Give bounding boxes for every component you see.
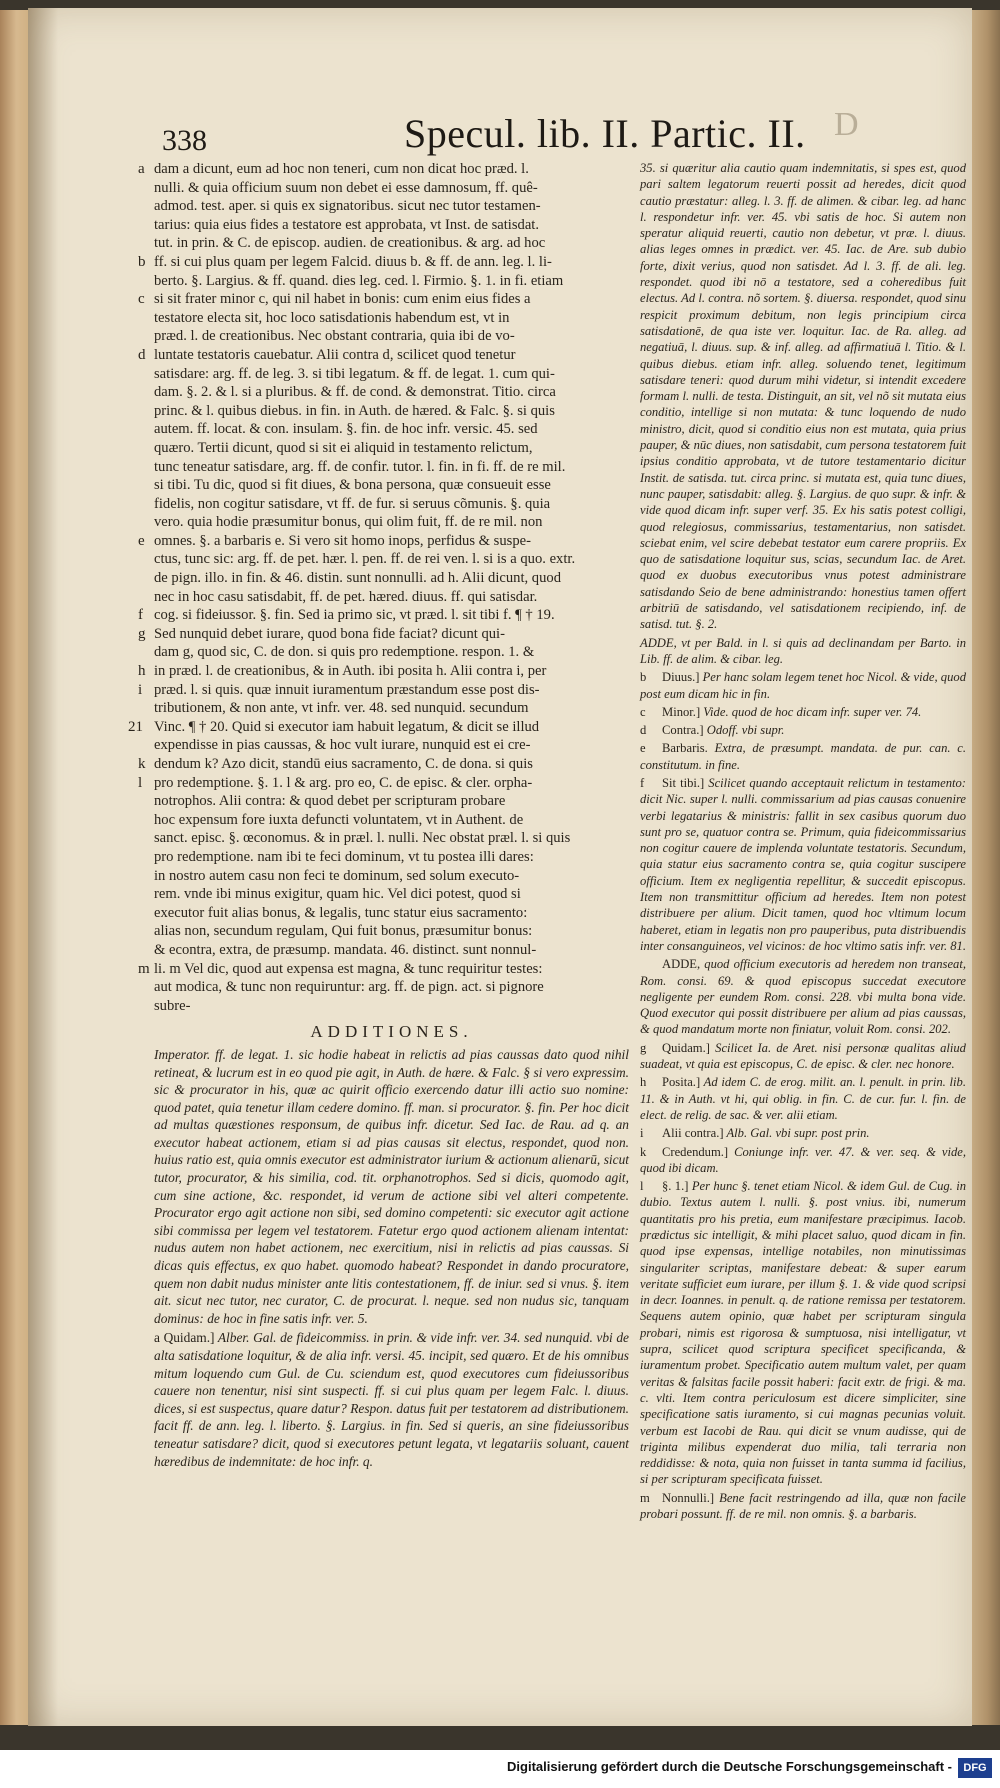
text-line: si tibi. Tu dic, quod si fit diues, & bona persona, quæ consueuit esse <box>154 477 551 494</box>
text-line: Sed nunquid debet iurare, quod bona fide faciat? dicunt qui- <box>154 625 505 642</box>
text-line: ctus, tunc sic: arg. ff. de pet. hær. l. pen. ff. de rei ven. l. si is a quo. extr. <box>154 551 576 568</box>
note-text: quod officium executoris ad heredem non transeat, Rom. consi. 69. & quod episcopus succedat executore negligente per eundem Rom. consi. 228. vbi multa bona vide. Quod executor qui possit distribuere per alium ad pias caussas, & quod mandatum morte non finiatur, voluit Rom. consi. 202. <box>640 957 966 1037</box>
note-text: Scilicet Ia. de Aret. nisi personæ qualitas aliud suadeat, vt quia est episcopus, C. de episc. & cler. nec honore. <box>640 1040 966 1072</box>
book-right-edge <box>968 10 1000 1725</box>
text-line: aut modica, & tunc non requiruntur: arg. ff. de pign. act. si pignore <box>154 979 544 996</box>
text-line: admod. test. aper. si quis ex signatoribus. sicut nec tutor testamen- <box>154 198 541 215</box>
text-line: dam g, quod sic, C. de don. si quis pro redemptione. respon. 1. & <box>154 644 535 661</box>
note-lemma: Alii contra.] <box>662 1126 724 1141</box>
text-line: tunc teneatur satisdare, arg. ff. de confir. tutor. l. fin. in fi. ff. de re mil. <box>154 458 566 475</box>
adde-note: ADDE, vt per Bald. in l. si quis ad declinandam per Barto. in Lib. ff. de alim. & cibar. leg. <box>640 635 966 666</box>
note-text: Odoff. vbi supr. <box>706 723 785 738</box>
note-lemma: Barbaris. <box>662 741 708 756</box>
text-line: luntate testatoris cauebatur. Alii contra d, scilicet quod tenetur <box>154 346 516 363</box>
note-marker: h <box>640 1075 647 1090</box>
text-line: omnes. §. a barbaris e. Si vero sit homo inops, perfidus & suspe- <box>154 532 531 549</box>
note-entry <box>640 775 966 954</box>
text-line: dam a dicunt, eum ad hoc non teneri, cum non dicat hoc præd. l. <box>154 161 529 177</box>
text-line: testatore electa sit, hoc loco satisdationis habendum est, vt in <box>154 309 510 326</box>
margin-marker: m <box>138 960 150 977</box>
note-text: Vide. quod de hoc dicam infr. super ver. 74. <box>703 704 922 719</box>
text-line: nec in hoc casu satisdabit, ff. de pet. hæred. diuus. ff. qui satisdar. <box>154 588 538 605</box>
text-line: executor fuit alias bonus, & legalis, tunc statur eius sacramento: <box>154 904 528 921</box>
book-left-edge <box>0 10 30 1725</box>
gloss-text: Alber. Gal. de fideicommiss. in prin. & vide infr. ver. 34. sed nunquid. vbi de alta satisdatione loquitur, & de alia infr. versi. 45. incipit, sed quæro. Et de his omnibus mitum loquendo cum Gul. de Cu. sciendum est, quod executores cum fideiussoribus cauere non tenentur, nisi sint suspecti. ff. si cui plus quam per legem Falc. l. diuus. dices, si est suspectus, quare datur? Respon. datus fuit per testatorem ad distributionem. facit ff. de ann. leg. l. liberto. §. Largius. in fin. Sed si queris, an sine fideiussoribus teneatur satisdare? dicit, quod si executores petunt legata, vt legatariis soluant, cauent hæredibus de indemnitate: de hoc infr. q. <box>154 1330 629 1469</box>
text-line: rem. vnde ibi minus exigitur, quam hic. Vel dici potest, quod si <box>154 886 521 903</box>
bleed-through-letter: D <box>834 106 859 143</box>
note-text: Alb. Gal. vbi supr. post prin. <box>726 1126 870 1141</box>
note-marker: k <box>640 1144 647 1159</box>
note-text: Coniunge infr. ver. 47. & ver. seq. & vide, quod ibi dicam. <box>640 1144 966 1175</box>
additiones-heading: ADDITIONES. <box>310 1022 473 1042</box>
margin-marker: e <box>138 533 145 549</box>
margin-marker: f <box>138 607 143 624</box>
note-marker: c <box>640 704 646 719</box>
note-entry <box>640 1125 966 1141</box>
margin-marker: i <box>138 681 143 698</box>
note-entry <box>640 704 966 720</box>
left-column <box>128 160 629 1470</box>
page-number: 338 <box>162 124 207 157</box>
gloss-lemma: Quidam.] <box>163 1330 215 1346</box>
text-line: pro redemptione. §. 1. l & arg. pro eo, C. de episc. & cler. orpha- <box>154 774 533 791</box>
gutter-shadow <box>28 8 58 1726</box>
text-line: princ. & l. quibus diebus. in fin. in Auth. de hæred. & Falc. §. si quis <box>154 402 555 419</box>
note-lemma: Minor.] <box>662 704 701 719</box>
text-line: nulli. & quia officium suum non debet ei esse damnosum, ff. quê- <box>154 179 538 196</box>
note-lemma: Posita.] <box>662 1075 701 1090</box>
right-notes <box>640 669 966 1522</box>
text-line: autem. ff. locat. & con. insulam. §. fin. de hoc infr. versic. 45. sed <box>154 421 538 438</box>
text-line: berto. §. Largius. & ff. quand. dies leg. ced. l. Firmio. §. 1. in fi. etiam <box>154 272 564 289</box>
note-text: Extra, de præsumpt. mandata. de pur. can. c. constitutum. in fine. <box>640 741 966 772</box>
note-marker: i <box>640 1126 644 1141</box>
note-marker: g <box>640 1040 647 1055</box>
text-line: notrophos. Alii contra: & quod debet per scripturam probare <box>154 793 506 810</box>
text-line: fidelis, non cogitur satisdare, vt ff. de fur. si seruus cõmunis. §. quia <box>154 495 551 512</box>
margin-marker: h <box>138 663 146 680</box>
margin-marker: g <box>138 626 146 642</box>
note-entry <box>640 669 966 702</box>
margin-marker: b <box>138 254 146 270</box>
note-entry <box>640 722 966 738</box>
margin-marker: l <box>138 774 143 791</box>
text-line: tut. in prin. & C. de episcop. audien. de creationibus. & arg. ad hoc <box>154 235 546 252</box>
note-lemma: Sit tibi.] <box>662 775 705 790</box>
right-intro-note: 35. si quæritur alia cautio quam indemnitatis, si spes est, quod pari saltem legatorum reuerti possit ad heredes, dicit quod cautio præstatur: alleg. l. 3. ff. de alimen. & cibar. leg. ad hanc l. respondetur infr. ver. 45. vbi satis de hoc. Si autem non speratur aliquid reuerti, cautio non debetur, vt præ. l. diuus. alias leges omnes in prædict. ver. 45. Iac. de Are. sub dubio forte, dixit verius, quod non satisdet. Ad l. 3. ff. de ali. leg. respondet. quod ibi nō a testatore, sed a coheredibus fuit electus. Ad l. contra. nõ sortem. §. diuersa. respondet, quod sinu respicit proximum debitum, non legis principium circa satisdationē, de qua iste ver. loquitur. Iac. de Ra. alleg. ad negatiuā, l. diuus. sup. & inf. alleg. ad affirmatiuā l. Titio. & l. quibus diebus. etiam infr. alleg. soluendo tenet, legitimum satisdare teneri: quod durum mihi videtur, si intendit excedere formam l. nulli. de testa. Distinguit, an sit, vel nõ sit mutata eius conditio, intellige si non mutata: & tunc loquendo de nudo ministro, dicit, quod si conditio eius non est mutata, quia prius pauper, & nūc diues, non satisdabit, cum persona testatorem fuit ipsius conditio approbata, vt de tutore testamentario dicitur Instit. de satisda. tut. circa princ. si mutata est, quia tunc diues, nunc pauper, satisdabit: alleg. §. Largius. de quo supr. & infr. & vide quod dicam infr. super verf. 35. Ex his satis potest colligi, quod relegiosus, commissarius, testamentarius, non satisdet. sciebat enim, vel scire debebat testator eum carere propriis. Ex quo de satisdatione loquitur sus, scias, secundum Iac. de Aret. quod ex duobus executoribus vnus potest administrare satisdando Seio de bene administrando: honestius tamen offert arbitriū de satisdando, vel satisdationem recipiendo, inf. de satisd. tut. §. 2. <box>640 161 966 632</box>
note-entry <box>640 740 966 773</box>
text-line: pro redemptione. nam ibi te feci dominum, vt tu postea illi dares: <box>154 848 534 865</box>
left-glosses <box>154 1329 629 1470</box>
margin-marker: c <box>138 291 145 308</box>
digitization-credit: Digitalisierung gefördert durch die Deutsche Forschungsgemeinschaft - <box>507 1759 952 1774</box>
running-title: Specul. lib. II. Partic. II. <box>404 111 806 156</box>
note-lemma: Quidam.] <box>662 1040 710 1055</box>
text-line: tarius: quia eius fides a testatore est approbata, vt Inst. de satisdat. <box>154 216 540 233</box>
note-marker: l <box>640 1179 644 1194</box>
note-entry <box>640 1040 966 1073</box>
text-line: de pign. illo. in fin. & 46. distin. sunt nonnulli. ad h. Alii dicunt, quod <box>154 570 561 587</box>
right-column <box>640 160 966 1524</box>
gloss-marker: a <box>154 1330 160 1346</box>
note-entry <box>640 956 966 1037</box>
text-line: ff. si cui plus quam per legem Falcid. diuus b. & ff. de ann. leg. l. li- <box>154 253 552 270</box>
margin-marker: k <box>138 756 146 773</box>
note-entry <box>640 1144 966 1177</box>
text-line: quæro. Tertii dicunt, quod si sit ei aliquid in testamento relictum, <box>154 439 533 456</box>
book-page <box>28 8 972 1726</box>
note-text: Ad idem C. de erog. milit. an. l. penult. in prin. lib. 11. & in Auth. vt hi, qui oblig. in fin. C. de cur. fur. l. fin. de elect. de relig. de sac. & ver. alii etiam. <box>640 1075 966 1122</box>
margin-marker: d <box>138 347 146 363</box>
text-line: & econtra, extra, de præsump. mandata. 46. distinct. sunt nonnul- <box>154 941 537 958</box>
text-line: dam. §. 2. & l. si a pluribus. & ff. de cond. & demonstrat. Titio. circa <box>154 384 556 401</box>
text-line: subre- <box>154 997 191 1014</box>
note-lemma: Diuus.] <box>662 670 700 685</box>
text-line: tributionem, & non ante, vt infr. ver. 48. sed nunquid. secundum <box>154 700 529 717</box>
note-entry <box>640 1178 966 1488</box>
note-marker: b <box>640 670 647 685</box>
note-lemma: §. 1.] <box>662 1179 689 1194</box>
margin-marker: a <box>138 161 145 177</box>
note-text: Scilicet quando acceptauit relictum in testamento: dicit Nic. super l. nulli. commissarium ad pias causas conuenire verbi legatarius & ministris: fallit in sex casibus quorum duo sunt pro se, quatuor contra se. Primum, quia fideicommissarius non cogitur cauere de implenda voluntate testatoris. Secundum, quia statur eius sacramento contra se, quia cogitur suscipere officium. Item ex negligentia repellitur, & succedit episcopus. Item non transmittitur officium ad heredes. Item non potest distribuere per alium. Dicit tamen, quod hoc vltimum locum haberet, etiam in legatis non pro pauperibus, puta distribuendis inter consanguineos, vel vicinos: de hoc vltimo satis infr. ver. 81. <box>640 775 966 953</box>
page-header <box>28 96 972 157</box>
main-text <box>154 160 629 1015</box>
note-marker: d <box>640 723 647 738</box>
text-line: in nostro autem casu non feci te dominum, sed solum executo- <box>154 867 520 884</box>
text-line: alias non, secundum regulam, Qui fuit bonus, præsumitur bonus: <box>154 923 533 940</box>
text-line: hoc expensum fore iuxta defuncti voluntatem, vt in Authent. de <box>154 811 524 828</box>
text-line: expendisse in pias caussas, & hoc vult iurare, nunquid est ei cre- <box>154 737 531 754</box>
dfg-logo: DFG <box>958 1758 992 1778</box>
text-line: præd. l. si quis. quæ innuit iuramentum præstandum esse post dis- <box>154 681 540 698</box>
note-lemma: Nonnulli.] <box>662 1490 715 1505</box>
margin-marker: 21 <box>128 719 143 735</box>
text-line: cog. si fideiussor. §. fin. Sed ia primo sic, vt præd. l. sit tibi f. ¶ † 19. <box>154 607 555 624</box>
additiones-text: Imperator. ff. de legat. 1. sic hodie habeat in relictis ad pias caussas dato quod nihil retineat, & lucrum est in eo quod pie agit, in Auth. de hære. & Falc. § si vero expressim. sic & procurator in his, quæ ac quirit officio exercendo datur illi actio suo nomine: quod patet, quia tenetur illam cedere domino. ff. man. si procurator. §. fin. Per hoc dicit ad multas quæstiones responsum, de quibus infr. dicetur. Sed Iac. de Rau. ad q. an executor habeat actionem, etiam si ad pias causas sit electus, respondet, quod non. huius ratio est, quia omnis executor est administrator iurium & actionum alienarū, sicut tutor, procurator, & his similia, cod. tit. orphanotrophos. Sed si dicis, quomodo agit, cum sine actione, &c. respondet, id verum de actione sibi vel alteri competente. Procurator ergo agit actione non sibi, sed domino competenti: sic executor agit actione sibi commissa per legem vel testatorem. Fatetur ergo quod actionem alienam intentat: nudus autem non habet actionem, nec exercitium, nisi in relictis ad pias caussas. Si dicas quis effectus, ex quo habet. quomodo habeat? Respondet in dando procuratore, quem non dabit nudus minister ante litis contestationem, ff. de iniur. sed si vnus. §. item ait. sicut nec tutor, nec curator, C. de procurat. l. neque. sed non nudus sic, tanquam dominus: de hoc in fine satis infr. ver. 5. <box>154 1046 629 1326</box>
text-line: li. m Vel dic, quod aut expensa est magna, & tunc requiritur testes: <box>154 960 543 977</box>
note-lemma: Contra.] <box>662 723 704 738</box>
text-line: præd. l. de creationibus. Nec obstant contraria, quia ibi de vo- <box>154 328 515 345</box>
text-line: Vinc. ¶ † 20. Quid si executor iam habuit legatum, & dicit se illud <box>154 718 540 735</box>
text-line: vero. quia hodie præsumitur bonus, qui olim fuit, ff. de re mil. non <box>154 514 543 531</box>
text-line: dendum k? Azo dicit, standū eius sacramento, C. de dona. si quis <box>154 756 533 772</box>
note-marker: m <box>640 1490 650 1505</box>
note-marker: e <box>640 741 646 756</box>
gloss-entry <box>154 1329 629 1470</box>
note-entry <box>640 1490 966 1523</box>
note-lemma: Credendum.] <box>662 1144 729 1159</box>
note-marker: f <box>640 775 645 790</box>
text-line: sanct. episc. §. œconomus. & in præl. l. nulli. Nec obstat præl. l. si quis <box>154 830 571 847</box>
note-text: Bene facit restringendo ad illa, quæ non facile probari possunt. ff. de re mil. non omnis. §. a barbaris. <box>640 1490 966 1522</box>
text-line: in præd. l. de creationibus, & in Auth. ibi posita h. Alii contra i, per <box>154 663 547 680</box>
note-text: Per hanc solam legem tenet hoc Nicol. & vide, quod post eum dicam hic in fin. <box>640 670 966 701</box>
note-text: Per hunc §. tenet etiam Nicol. & idem Gul. de Cug. in dubio. Textus autem l. nulli. §. post vnius. ibi, numerum quantitatis pro his pretia, eum manifestare præcipimus. Iacob. prædictus sic intelligit, & mihi placet saluo, quod dicam in fin. quod ipse expensas, intellige notabiles, non minutissimas singulariter scriptas, manifestare debeat: & super earum veritate sufficiet eum iurare, per illum §. 1. & vide quod scripsi in decr. Ioannes. in penult. q. de ratione remissa per testatorem. Sequens autem opinio, quæ habet per scripturam singula probari, nimis est rigorosa & sumptuosa, nisi intelligatur, vt supra, scilicet quod scriptura specificet specificanda, & iuramentum probet. Specificatio autem multum valet, per quam veritas & falsitas facile possit haberi: facit extr. de frigi. & ma. c. vlti. Item contra periculosum est dicere simpliciter, sine specificatione satis iuramento, si cui magnas pecunias voluit. verbum est Iacobi de Rau. qui dicit se vnum audisse, qui de triginta milibus expenderat duo milia, tali terraria non reddidisse: & nota, quia non fuisset in tanta summa id facilius, si per scripturam specificata fuisset. <box>640 1179 966 1487</box>
note-entry <box>640 1074 966 1123</box>
note-lemma: ADDE, <box>662 957 701 972</box>
text-line: satisdare: arg. ff. de leg. 3. si tibi legatum. & ff. de legat. 1. cum qui- <box>154 365 555 382</box>
digitization-footer <box>0 1750 1000 1788</box>
text-line: si sit frater minor c, qui nil habet in bonis: cum enim eius fides a <box>154 291 531 308</box>
